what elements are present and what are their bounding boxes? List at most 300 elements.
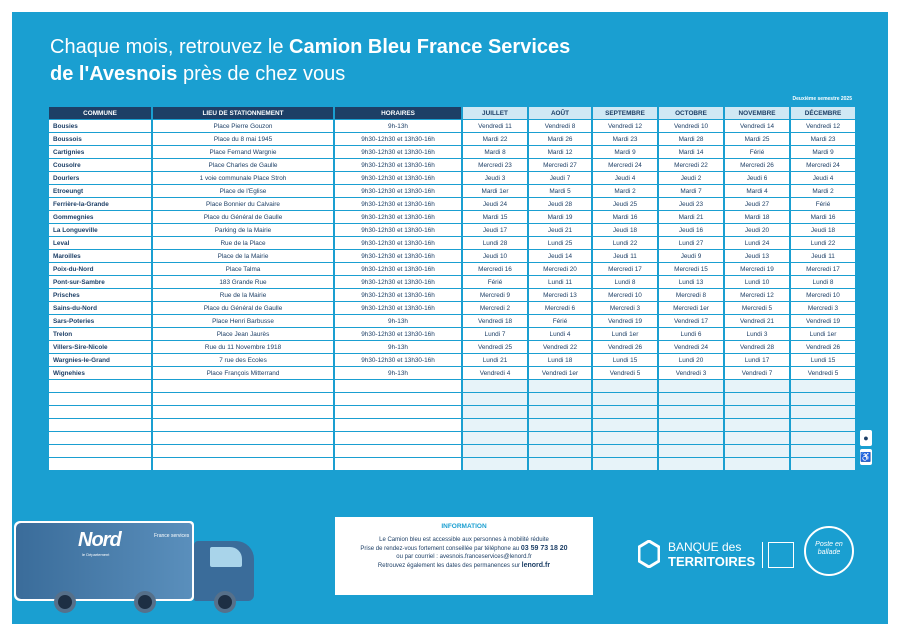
empty-cell [725,419,789,431]
date-cell: Mardi 23 [791,133,855,145]
empty-cell [335,458,461,470]
location-cell: Place Bonnier du Calvaire [153,198,333,210]
empty-cell [335,406,461,418]
date-cell: Mardi 21 [659,211,723,223]
date-cell: Mercredi 26 [725,159,789,171]
date-cell: Vendredi 1er [529,367,591,379]
info-accessibility: Le Camion bleu est accessible aux personnes à mobilité réduite [379,537,549,543]
date-cell: Mercredi 5 [725,302,789,314]
empty-cell [659,406,723,418]
empty-cell [659,393,723,405]
date-cell: Mercredi 2 [463,302,527,314]
truck-wheel [54,591,76,613]
date-cell: Mardi 14 [659,146,723,158]
hours-cell: 9h-13h [335,120,461,132]
location-cell: Rue du 11 Novembre 1918 [153,341,333,353]
date-cell: Mercredi 27 [529,159,591,171]
date-cell: Jeudi 4 [593,172,657,184]
location-cell: Place Talma [153,263,333,275]
empty-cell [153,406,333,418]
empty-cell [659,419,723,431]
table-row [49,250,855,262]
empty-row [49,432,855,444]
date-cell: Vendredi 21 [725,315,789,327]
hours-cell: 9h30-12h30 et 13h30-16h [335,302,461,314]
date-cell: Mardi 18 [725,211,789,223]
empty-cell [529,432,591,444]
date-cell: Mercredi 23 [463,159,527,171]
date-cell: Lundi 17 [725,354,789,366]
empty-cell [49,458,151,470]
date-cell: Lundi 20 [659,354,723,366]
empty-cell [153,419,333,431]
location-cell: 183 Grande Rue [153,276,333,288]
date-cell: Mercredi 17 [593,263,657,275]
date-cell: Mercredi 10 [593,289,657,301]
empty-cell [463,432,527,444]
date-cell: Lundi 11 [529,276,591,288]
date-cell: Mardi 15 [463,211,527,223]
empty-cell [659,445,723,457]
column-header: COMMUNE [49,107,151,119]
semester-label: Deuxième semestre 2025 [792,96,852,102]
empty-cell [791,432,855,444]
date-cell: Lundi 24 [725,237,789,249]
date-cell: Jeudi 3 [463,172,527,184]
commune-cell: Prisches [49,289,151,301]
empty-cell [791,380,855,392]
empty-cell [335,380,461,392]
date-cell: Mardi 2 [593,185,657,197]
date-cell: Lundi 10 [725,276,789,288]
location-cell: Place Pierre Gouzon [153,120,333,132]
hours-cell: 9h30-12h30 et 13h30-16h [335,185,461,197]
empty-row [49,458,855,470]
date-cell: Jeudi 20 [725,224,789,236]
hexagon-icon [638,540,660,568]
commune-cell: Gommegnies [49,211,151,223]
commune-cell: Bousies [49,120,151,132]
commune-cell: Sains-du-Nord [49,302,151,314]
location-cell: Place du Général de Gaulle [153,302,333,314]
title-line-1: Chaque mois, retrouvez le Camion Bleu France Services [50,36,571,58]
empty-cell [725,393,789,405]
empty-cell [659,458,723,470]
date-cell: Vendredi 3 [659,367,723,379]
commune-cell: Poix-du-Nord [49,263,151,275]
empty-cell [529,419,591,431]
column-header: DÉCEMBRE [791,107,855,119]
empty-cell [335,445,461,457]
column-header: NOVEMBRE [725,107,789,119]
empty-cell [791,445,855,457]
empty-cell [463,393,527,405]
date-cell: Vendredi 7 [725,367,789,379]
date-cell: Jeudi 14 [529,250,591,262]
wheelchair-icon: ♿ [860,449,872,465]
empty-row [49,380,855,392]
commune-cell: Ferrière-la-Grande [49,198,151,210]
date-cell: Jeudi 11 [791,250,855,262]
empty-cell [659,380,723,392]
truck-wheel [214,591,236,613]
empty-cell [593,458,657,470]
date-cell: Lundi 22 [791,237,855,249]
date-cell: Mercredi 15 [659,263,723,275]
info-title: INFORMATION [441,523,487,530]
hours-cell: 9h-13h [335,315,461,327]
location-cell: 1 voie communale Place Stroh [153,172,333,184]
date-cell: Mercredi 20 [529,263,591,275]
date-cell: Vendredi 17 [659,315,723,327]
date-cell: Jeudi 23 [659,198,723,210]
date-cell: Jeudi 9 [659,250,723,262]
poste-en-ballade-logo: Poste en ballade [804,526,854,576]
commune-cell: Sars-Poteries [49,315,151,327]
empty-cell [725,445,789,457]
info-email-line: ou par courriel : avesnois.franceservices@lenord.fr [396,554,532,561]
hours-cell: 9h30-12h30 et 13h30-16h [335,263,461,275]
date-cell: Vendredi 10 [659,120,723,132]
date-cell: Jeudi 11 [593,250,657,262]
date-cell: Mercredi 8 [659,289,723,301]
info-phone[interactable]: 03 59 73 18 20 [520,544,568,552]
empty-cell [153,380,333,392]
empty-cell [593,393,657,405]
date-cell: Mardi 28 [659,133,723,145]
date-cell: Vendredi 26 [593,341,657,353]
date-cell: Vendredi 24 [659,341,723,353]
empty-cell [791,406,855,418]
empty-cell [529,458,591,470]
date-cell: Vendredi 5 [593,367,657,379]
hours-cell: 9h30-12h30 et 13h30-16h [335,276,461,288]
date-cell: Mercredi 16 [463,263,527,275]
nord-logo: Nord [78,529,121,551]
empty-row [49,419,855,431]
empty-cell [659,432,723,444]
table-row [49,276,855,288]
date-cell: Lundi 1er [791,328,855,340]
date-cell: Mercredi 3 [593,302,657,314]
table-row [49,263,855,275]
commune-cell: Etroeungt [49,185,151,197]
commune-cell: Villers-Sire-Nicole [49,341,151,353]
date-cell: Mercredi 13 [529,289,591,301]
date-cell: Mardi 19 [529,211,591,223]
poster: Chaque mois, retrouvez le Camion Bleu France Services de l'Avesnois près de chez vous Deuxième semestre 2025 COMMUNE LIEU DE STATIONNEMENT HORAIRES JUILLET AOÛT SEPTEMBRE OCTOBRE NOVEMBRE DÉCEMBRE Bousies Place Pierre Gouzon 9h-13h Vendredi 11 Vendredi 8 Vendredi 12 Vendredi 10 Vendredi 14 Vendredi 12 Boussois Place du 8 mai 1945 9h30-12h30 et 13h30-16h Mardi 22 Mardi 26 Mardi 23 Mardi 28 Mardi 25 Mardi 23 Cartignies Place Fernand Wargnie 9h30-12h30 et 13h30-16h Mardi 8 Mardi 12 Mardi 9 Mardi 14 Férié Mardi 9 Cousolre Place Charles de Gaulle 9h30-12h30 et 13h30-16h Mercredi 23 Mercredi 27 Mercredi 24 Mercredi 22 Mercredi 26 Mercredi 24 Dourlers 1 voie communale Place Stroh 9h30-12h30 et 13h30-16h Jeudi 3 Jeudi 7 Jeudi 4 Jeudi 2 Jeudi 6 Jeudi 4 Etroeungt Place de l'Eglise 9h30-12h30 et 13h30-16h Mardi 1er Mardi 5 Mardi 2 Mardi 7 Mardi 4 Mardi 2 Ferrière-la-Grande Place Bonnier du Calvaire 9h30-12h30 et 13h30-16h Jeudi 24 Jeudi 28 Jeudi 25 Jeudi 23 Jeudi 27 Férié Gommegnies Place du Général de Gaulle 9h30-12h30 et 13h30-16h Mardi 15 Mardi 19 Mardi 16 Mardi 21 Mardi 18 Mardi 16 La Longueville Parking de la Mairie 9h30-12h30 et 13h30-16h Jeudi 17 Jeudi 21 Jeudi 18 Jeudi 16 Jeudi 20 Jeudi 18 Leval Rue de la Place 9h30-12h30 et 13h30-16h Lundi 28 Lundi 25 Lundi 22 Lundi 27 Lundi 24 Lundi 22 Maroilles Place de la Mairie 9h30-12h30 et 13h30-16h Jeudi 10 Jeudi 14 Jeudi 11 Jeudi 9 Jeudi 13 Jeudi 11 Poix-du-Nord Place Talma 9h30-12h30 et 13h30-16h Mercredi 16 Mercredi 20 Mercredi 17 Mercredi 15 Mercredi 19 Mercredi 17 Pont-sur-Sambre 183 Grande Rue 9h30-12h30 et 13h30-16h Férié Lundi 11 Lundi 8 Lundi 13 Lundi 10 Lundi 8 Prisches Rue de la Mairie 9h30-12h30 et 13h30-16h Mercredi 9 Mercredi 13 Mercredi 10 Mercredi 8 Mercredi 12 Mercredi 10 Sains-du-Nord Place du Général de Gaulle 9h30-12h30 et 13h30-16h Mercredi 2 Mercredi 6 Mercredi 3 Mercredi 1er Mercredi 5 Mercredi 3 Sars-Poteries Place Henri Barbusse 9h-13h Vendredi 18 Férié Vendredi 19 Vendredi 17 Vendredi 21 Vendredi 19 Trelon Place Jean Jaurès 9h30-12h30 et 13h30-16h Lundi 7 Lundi 4 Lundi 1er Lundi 6 Lundi 3 Lundi 1er Villers-Sire-Nicole Rue du 11 Novembre 1918 9h-13h Vendredi 25 Vendredi 22 Vendredi 26 Vendredi 24 Vendredi 28 Vendredi 26 Wargnies-le-Grand 7 rue des Ecoles 9h30-12h30 et 13h30-16h Lundi 21 Lundi 18 Lundi 15 Lundi 20 Lundi 17 Lundi 15 Wignehies Place François Mitterrand 9h-13h Vendredi 4 Vendredi 1er Vendredi 5 Vendredi 3 Vendredi 7 Vendredi 5 ● ♿ Nord le Département France services INFORMATION Le Camion bleu est accessible aux personnes à mobilité réduite Prise de rendez-vous fortement conseillée par téléphone au 03 59 73 18 20 ou par courriel : avesnois.franceservices@lenord.fr Retrouvez également les dates des permanences sur lenord.fr BANQUE des TERRITOIRES Poste en ballade [12,12,888,624]
hours-cell: 9h30-12h30 et 13h30-16h [335,159,461,171]
empty-cell [153,432,333,444]
date-cell: Jeudi 2 [659,172,723,184]
hours-cell: 9h30-12h30 et 13h30-16h [335,133,461,145]
location-cell: Place du 8 mai 1945 [153,133,333,145]
empty-cell [529,406,591,418]
empty-cell [49,380,151,392]
empty-cell [791,419,855,431]
date-cell: Vendredi 11 [463,120,527,132]
date-cell: Férié [725,146,789,158]
table-row [49,211,855,223]
commune-cell: Wignehies [49,367,151,379]
empty-row [49,406,855,418]
empty-row [49,445,855,457]
date-cell: Jeudi 7 [529,172,591,184]
date-cell: Vendredi 19 [593,315,657,327]
location-cell: Place Fernand Wargnie [153,146,333,158]
table-row [49,172,855,184]
hours-cell: 9h30-12h30 et 13h30-16h [335,250,461,262]
date-cell: Jeudi 13 [725,250,789,262]
date-cell: Jeudi 10 [463,250,527,262]
title-line-2: de l'Avesnois près de chez vous [50,63,346,85]
empty-cell [593,380,657,392]
date-cell: Jeudi 27 [725,198,789,210]
empty-cell [725,406,789,418]
commune-cell: Leval [49,237,151,249]
commune-cell: Boussois [49,133,151,145]
date-cell: Jeudi 4 [791,172,855,184]
date-cell: Férié [529,315,591,327]
empty-cell [593,445,657,457]
date-cell: Mardi 25 [725,133,789,145]
empty-cell [335,393,461,405]
table-row [49,315,855,327]
hours-cell: 9h-13h [335,341,461,353]
date-cell: Mardi 16 [791,211,855,223]
table-row [49,367,855,379]
location-cell: Place de l'Eglise [153,185,333,197]
info-website[interactable]: lenord.fr [521,561,551,569]
date-cell: Mercredi 6 [529,302,591,314]
empty-cell [791,458,855,470]
empty-cell [463,445,527,457]
hours-cell: 9h30-12h30 et 13h30-16h [335,354,461,366]
date-cell: Vendredi 4 [463,367,527,379]
date-cell: Jeudi 16 [659,224,723,236]
column-header: HORAIRES [335,107,461,119]
table-row [49,224,855,236]
date-cell: Vendredi 8 [529,120,591,132]
date-cell: Vendredi 12 [593,120,657,132]
table-row [49,341,855,353]
date-cell: Vendredi 25 [463,341,527,353]
date-cell: Mercredi 24 [791,159,855,171]
truck-window [210,547,242,567]
date-cell: Mardi 22 [463,133,527,145]
table-row [49,133,855,145]
date-cell: Vendredi 19 [791,315,855,327]
table-row [49,185,855,197]
empty-cell [529,393,591,405]
date-cell: Mercredi 17 [791,263,855,275]
commune-cell: Dourlers [49,172,151,184]
empty-cell [49,445,151,457]
date-cell: Lundi 1er [593,328,657,340]
date-cell: Lundi 7 [463,328,527,340]
hours-cell: 9h30-12h30 et 13h30-16h [335,224,461,236]
commune-cell: Trelon [49,328,151,340]
info-website-line: Retrouvez également les dates des permanences sur lenord.fr [377,561,551,569]
column-header: OCTOBRE [659,107,723,119]
table-row [49,198,855,210]
date-cell: Vendredi 14 [725,120,789,132]
empty-cell [335,432,461,444]
location-cell: Place Charles de Gaulle [153,159,333,171]
date-cell: Lundi 4 [529,328,591,340]
date-cell: Vendredi 28 [725,341,789,353]
empty-cell [153,445,333,457]
empty-cell [463,380,527,392]
column-header: AOÛT [529,107,591,119]
empty-cell [725,432,789,444]
date-cell: Férié [791,198,855,210]
date-cell: Vendredi 18 [463,315,527,327]
hours-cell: 9h-13h [335,367,461,379]
date-cell: Mercredi 9 [463,289,527,301]
table-row [49,289,855,301]
location-cell: Place du Général de Gaulle [153,211,333,223]
date-cell: Jeudi 18 [593,224,657,236]
empty-cell [49,406,151,418]
caisse-des-depots-icon [768,542,794,568]
location-cell: Place Henri Barbusse [153,315,333,327]
hours-cell: 9h30-12h30 et 13h30-16h [335,172,461,184]
date-cell: Jeudi 25 [593,198,657,210]
date-cell: Mardi 23 [593,133,657,145]
date-cell: Mardi 1er [463,185,527,197]
date-cell: Lundi 8 [593,276,657,288]
date-cell: Mardi 2 [791,185,855,197]
date-cell: Mercredi 1er [659,302,723,314]
date-cell: Lundi 22 [593,237,657,249]
date-cell: Mercredi 3 [791,302,855,314]
date-cell: Vendredi 5 [791,367,855,379]
hours-cell: 9h30-12h30 et 13h30-16h [335,198,461,210]
table-header-row [49,107,855,119]
date-cell: Mardi 9 [791,146,855,158]
table-row [49,120,855,132]
empty-row [49,393,855,405]
empty-cell [463,406,527,418]
commune-cell: Cousolre [49,159,151,171]
information-box [335,517,593,595]
date-cell: Mercredi 24 [593,159,657,171]
table-body [49,120,855,470]
table-row [49,146,855,158]
date-cell: Mercredi 19 [725,263,789,275]
date-cell: Lundi 15 [791,354,855,366]
date-cell: Vendredi 22 [529,341,591,353]
table-row [49,328,855,340]
date-cell: Lundi 18 [529,354,591,366]
location-cell: Place Jean Jaurès [153,328,333,340]
hearing-icon: ● [860,430,872,446]
empty-cell [593,432,657,444]
date-cell: Lundi 21 [463,354,527,366]
empty-cell [335,419,461,431]
date-cell: Jeudi 6 [725,172,789,184]
schedule-table [47,106,857,471]
date-cell: Lundi 13 [659,276,723,288]
date-cell: Lundi 28 [463,237,527,249]
empty-cell [593,406,657,418]
column-header: SEPTEMBRE [593,107,657,119]
column-header: JUILLET [463,107,527,119]
commune-cell: Maroilles [49,250,151,262]
commune-cell: La Longueville [49,224,151,236]
empty-cell [791,393,855,405]
location-cell: Place de la Mairie [153,250,333,262]
location-cell: Rue de la Mairie [153,289,333,301]
date-cell: Lundi 25 [529,237,591,249]
date-cell: Jeudi 21 [529,224,591,236]
column-header: LIEU DE STATIONNEMENT [153,107,333,119]
date-cell: Mercredi 22 [659,159,723,171]
commune-cell: Wargnies-le-Grand [49,354,151,366]
empty-cell [153,458,333,470]
date-cell: Mardi 16 [593,211,657,223]
empty-cell [49,419,151,431]
empty-cell [463,419,527,431]
date-cell: Mardi 5 [529,185,591,197]
date-cell: Vendredi 26 [791,341,855,353]
table-row [49,237,855,249]
date-cell: Lundi 6 [659,328,723,340]
empty-cell [725,458,789,470]
date-cell: Jeudi 18 [791,224,855,236]
hours-cell: 9h30-12h30 et 13h30-16h [335,211,461,223]
date-cell: Lundi 8 [791,276,855,288]
empty-cell [725,380,789,392]
hours-cell: 9h30-12h30 et 13h30-16h [335,237,461,249]
info-phone-line: Prise de rendez-vous fortement conseillée par téléphone au 03 59 73 18 20 [360,544,568,552]
france-services-logo: France services [154,533,190,539]
hours-cell: 9h30-12h30 et 13h30-16h [335,328,461,340]
date-cell: Mardi 4 [725,185,789,197]
location-cell: Rue de la Place [153,237,333,249]
date-cell: Mardi 9 [593,146,657,158]
table-row [49,159,855,171]
date-cell: Mardi 7 [659,185,723,197]
empty-cell [463,458,527,470]
date-cell: Lundi 3 [725,328,789,340]
date-cell: Jeudi 17 [463,224,527,236]
empty-cell [49,393,151,405]
accessibility-icons [860,430,874,468]
date-cell: Mercredi 10 [791,289,855,301]
hours-cell: 9h30-12h30 et 13h30-16h [335,289,461,301]
empty-cell [529,380,591,392]
commune-cell: Pont-sur-Sambre [49,276,151,288]
table-row [49,302,855,314]
date-cell: Mardi 26 [529,133,591,145]
date-cell: Jeudi 24 [463,198,527,210]
date-cell: Vendredi 12 [791,120,855,132]
date-cell: Férié [463,276,527,288]
empty-cell [49,432,151,444]
date-cell: Mercredi 12 [725,289,789,301]
hours-cell: 9h30-12h30 et 13h30-16h [335,146,461,158]
info-email[interactable]: avesnois.franceservices@lenord.fr [439,554,532,561]
date-cell: Mardi 8 [463,146,527,158]
commune-cell: Cartignies [49,146,151,158]
date-cell: Jeudi 28 [529,198,591,210]
table-row [49,354,855,366]
date-cell: Lundi 15 [593,354,657,366]
empty-cell [529,445,591,457]
page-title [50,34,570,88]
